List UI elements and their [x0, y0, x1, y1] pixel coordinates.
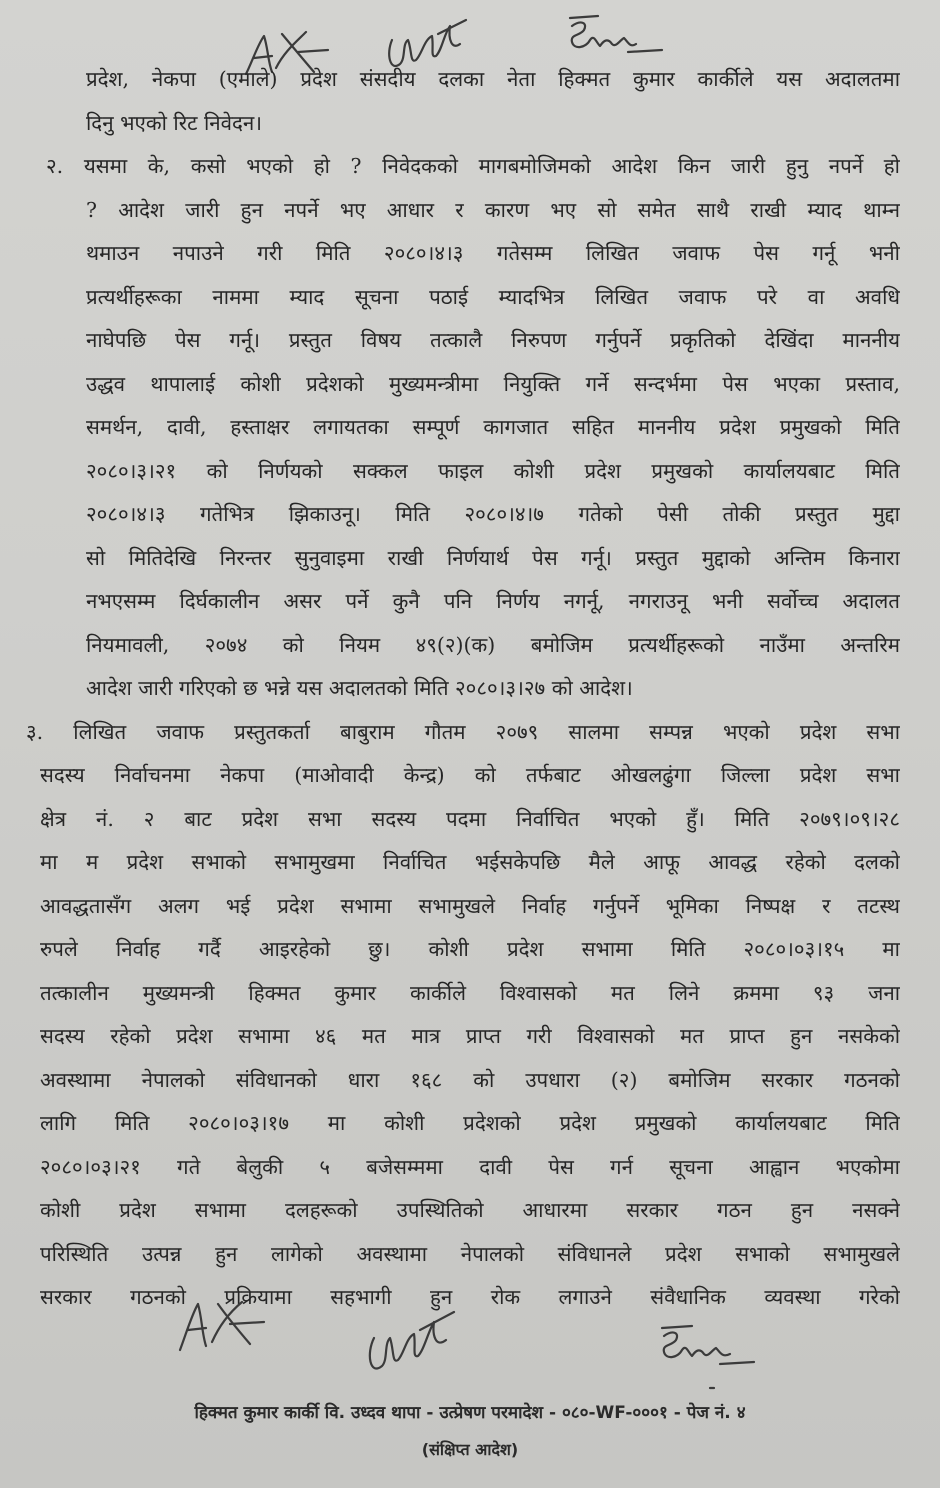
text-line: प्रदेश, नेकपा (एमाले) प्रदेश संसदीय दलका नेता हिक्मत कुमार कार्कीले यस अदालतमा: [86, 67, 900, 91]
text-line: उद्धव थापालाई कोशी प्रदेशको मुख्यमन्त्रीमा नियुक्ति गर्ने सन्दर्भमा पेस भएका प्रस्ताव,: [86, 371, 900, 396]
signature-bottom-right: [650, 1316, 760, 1396]
text-line: २०८०।४।३ गतेभित्र झिकाउनू। मिति २०८०।४।७ गतेको पेसी तोकी प्रस्तुत मुद्दा: [86, 502, 900, 526]
text-line: अवस्थामा नेपालको संविधानको धारा १६८ को उपधारा (२) बमोजिम सरकार गठनको: [40, 1067, 900, 1092]
signature-top-right: [558, 12, 668, 62]
text-line: २०८०।३।२१ को निर्णयको सक्कल फाइल कोशी प्रदेश प्रमुखको कार्यालयबाट मिति: [86, 458, 900, 483]
text-line: नाघेपछि पेस गर्नू। प्रस्तुत विषय तत्कालै निरुपण गर्नुपर्ने प्रकृतिको देखिंदा माननीय: [86, 328, 900, 352]
text-line: तत्कालीन मुख्यमन्त्री हिक्मत कुमार कार्कीले विश्वासको मत लिने क्रममा ९३ जना: [40, 980, 900, 1005]
text-line: समर्थन, दावी, हस्ताक्षर लगायतका सम्पूर्ण कागजात सहित माननीय प्रदेश प्रमुखको मिति: [86, 415, 900, 439]
text-line: कोशी प्रदेश सभामा दलहरूको उपस्थितिको आधारमा सरकार गठन हुन नसक्ने: [40, 1198, 900, 1222]
text-line: रुपले निर्वाह गर्दै आइरहेको छु। कोशी प्रदेश सभामा मिति २०८०।०३।१५ मा: [40, 937, 900, 961]
text-line: क्षेत्र नं. २ बाट प्रदेश सभा सदस्य पदमा निर्वाचित भएको हुँ। मिति २०७९।०९।२८: [40, 806, 900, 831]
text-line: सरकार गठनको प्रक्रियामा सहभागी हुन रोक लगाउने संवैधानिक व्यवस्था गरेको: [40, 1285, 900, 1309]
text-line: प्रत्यर्थीहरूका नाममा म्याद सूचना पठाई म्यादभित्र लिखित जवाफ परे वा अवधि: [86, 284, 900, 309]
text-line: सदस्य रहेको प्रदेश सभामा ४६ मत मात्र प्राप्त गरी विश्वासको मत प्राप्त हुन नसकेको: [40, 1024, 900, 1048]
text-line: मा म प्रदेश सभाको सभामुखमा निर्वाचित भईसकेपछि मैले आफू आवद्ध रहेको दलको: [40, 850, 900, 874]
footer-case-line: हिक्मत कुमार कार्की वि. उध्दव थापा - उत्प्रेषण परमादेश - ०८०-WF-०००१ - पेज नं. ४: [194, 1403, 746, 1423]
text-line: आवद्धतासँग अलग भई प्रदेश सभामा सभामुखले निर्वाह गर्नुपर्ने भूमिका निष्पक्ष र तटस्थ: [40, 893, 900, 918]
body-text: [26, 58, 900, 1320]
text-line: २. यसमा के, कसो भएको हो ? निवेदकको मागबमोजिमको आदेश किन जारी हुनु नपर्ने हो: [46, 154, 900, 178]
text-line: परिस्थिति उत्पन्न हुन लागेको अवस्थामा नेपालको संविधानले प्रदेश सभाको सभामुखले: [40, 1241, 900, 1266]
text-line: ? आदेश जारी हुन नपर्ने भए आधार र कारण भए सो समेत साथै राखी म्याद थाम्न: [86, 197, 900, 222]
text-line: थमाउन नपाउने गरी मिति २०८०।४।३ गतेसम्म लिखित जवाफ पेस गर्नू भनी: [86, 241, 900, 265]
text-line: २०८०।०३।२१ गते बेलुकी ५ बजेसम्ममा दावी पेस गर्न सूचना आह्वान भएकोमा: [40, 1154, 900, 1179]
text-line: आदेश जारी गरिएको छ भन्ने यस अदालतको मिति २०८०।३।२७ को आदेश।: [86, 676, 633, 700]
footer-order-type: (संक्षिप्त आदेश): [421, 1440, 519, 1459]
text-line: सदस्य निर्वाचनमा नेकपा (माओवादी केन्द्र) को तर्फबाट ओखलढुंगा जिल्ला प्रदेश सभा: [40, 763, 900, 787]
text-line: नभएसम्म दिर्घकालीन असर पर्ने कुनै पनि निर्णय नगर्नू, नगराउनू भनी सर्वोच्च अदालत: [86, 589, 900, 613]
text-line: सो मितिदेखि निरन्तर सुनुवाइमा राखी निर्णयार्थ पेस गर्नू। प्रस्तुत मुद्दाको अन्तिम किनारा: [86, 545, 900, 570]
text-line: नियमावली, २०७४ को नियम ४९(२)(क) बमोजिम प्रत्यर्थीहरूको नाउँमा अन्तरिम: [86, 632, 900, 657]
text-line: दिनु भएको रिट निवेदन।: [86, 110, 263, 135]
text-line: लागि मिति २०८०।०३।१७ मा कोशी प्रदेशको प्रदेश प्रमुखको कार्यालयबाट मिति: [40, 1111, 900, 1135]
text-line: ३. लिखित जवाफ प्रस्तुतकर्ता बाबुराम गौतम २०७९ सालमा सम्पन्न भएको प्रदेश सभा: [26, 719, 900, 744]
